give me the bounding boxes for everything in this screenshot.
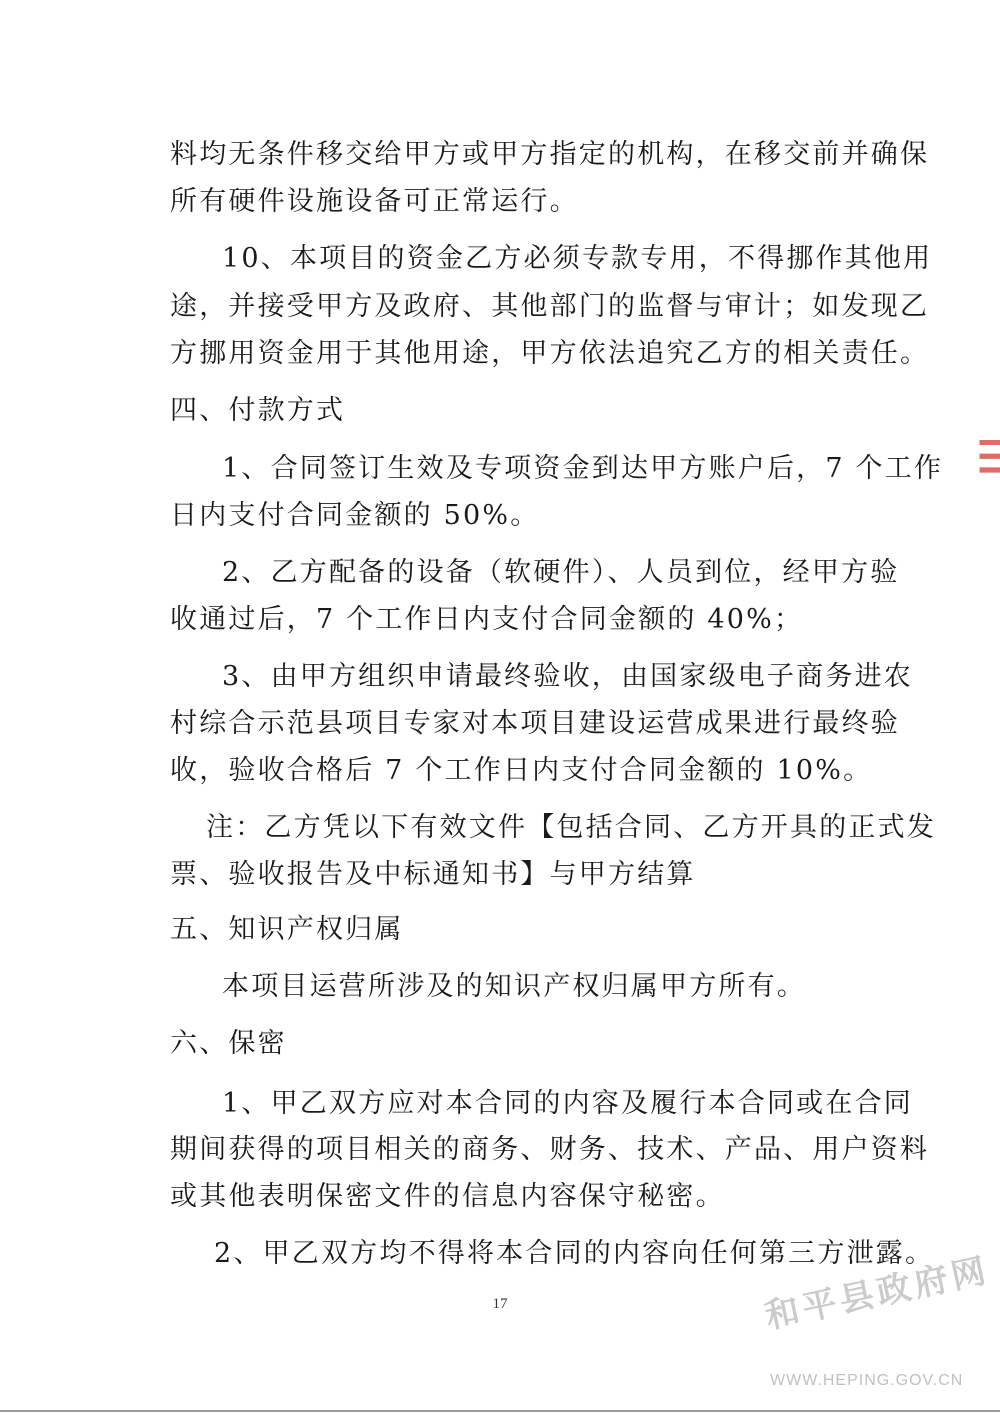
paragraph-line: 3、由甲方组织申请最终验收，由国家级电子商务进农: [222, 661, 913, 692]
seal-edge-stamp: ▍▍▍: [979, 440, 1000, 482]
watermark-text: 和平县政府网: [761, 1250, 993, 1337]
watermark-url: WWW.HEPING.GOV.CN: [770, 1372, 964, 1389]
paragraph-line: 10、本项目的资金乙方必须专款专用，不得挪作其他用: [222, 243, 933, 274]
paragraph-line: 收，验收合格后 7 个工作日内支付合同金额的 10%。: [170, 755, 873, 786]
paragraph-line: 2、甲乙双方均不得将本合同的内容向任何第三方泄露。: [214, 1238, 935, 1269]
paragraph-line: 方挪用资金用于其他用途，甲方依法追究乙方的相关责任。: [170, 338, 930, 369]
paragraph-line: 途，并接受甲方及政府、其他部门的监督与审计；如发现乙: [170, 291, 930, 322]
paragraph-line: 所有硬件设施设备可正常运行。: [170, 186, 579, 217]
page-number: 17: [492, 1296, 508, 1312]
note-line: 注：乙方凭以下有效文件【包括合同、乙方开具的正式发: [206, 812, 936, 843]
paragraph-line: 1、合同签订生效及专项资金到达甲方账户后，7 个工作: [222, 453, 944, 484]
note-line: 票、验收报告及中标通知书】与甲方结算: [170, 859, 696, 890]
paragraph-line: 料均无条件移交给甲方或甲方指定的机构，在移交前并确保: [170, 139, 930, 170]
paragraph-line: 2、乙方配备的设备（软硬件）、人员到位，经甲方验: [222, 557, 900, 588]
section-heading: 五、知识产权归属: [170, 914, 404, 945]
section-heading: 六、保密: [170, 1028, 287, 1059]
paragraph-line: 1、甲乙双方应对本合同的内容及履行本合同或在合同: [222, 1088, 913, 1119]
page-bottom-edge: [0, 1410, 1000, 1412]
paragraph-line: 或其他表明保密文件的信息内容保守秘密。: [170, 1181, 725, 1212]
section-heading: 四、付款方式: [170, 395, 346, 426]
paragraph-line: 日内支付合同金额的 50%。: [170, 500, 540, 531]
paragraph-line: 期间获得的项目相关的商务、财务、技术、产品、用户资料: [170, 1134, 930, 1165]
paragraph-line: 本项目运营所涉及的知识产权归属甲方所有。: [222, 971, 806, 1002]
paragraph-line: 村综合示范县项目专家对本项目建设运营成果进行最终验: [170, 708, 900, 739]
paragraph-line: 收通过后，7 个工作日内支付合同金额的 40%；: [170, 604, 804, 635]
